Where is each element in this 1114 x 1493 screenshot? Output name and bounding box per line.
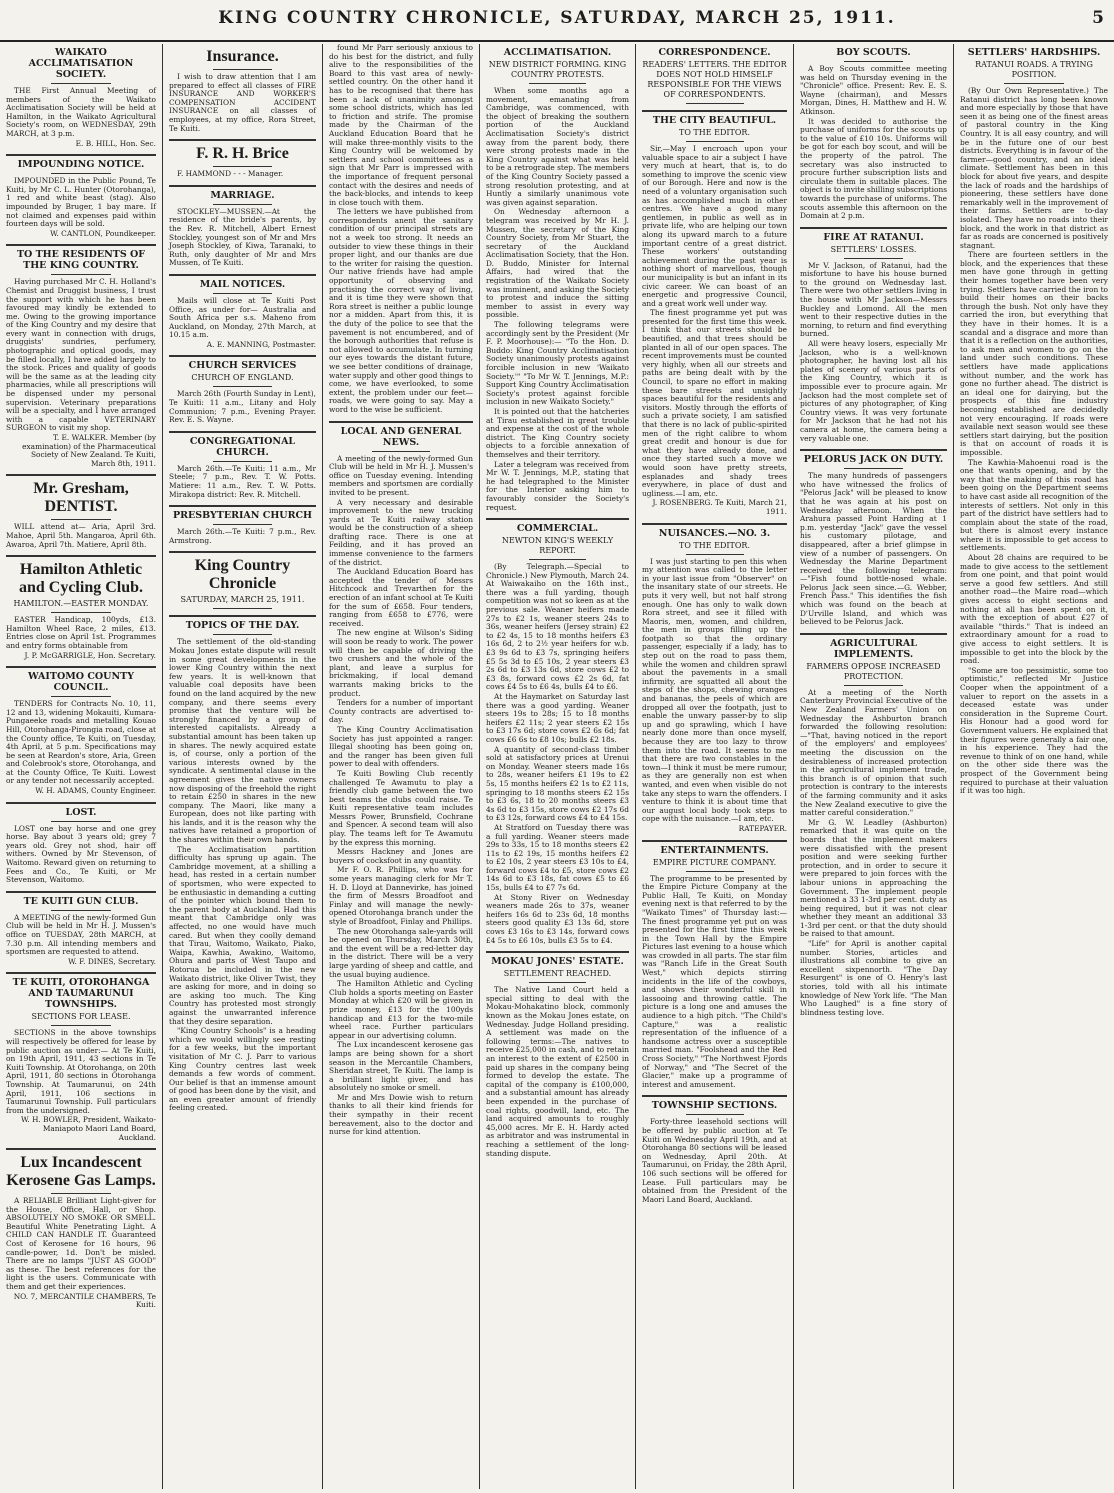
heading-rule xyxy=(51,83,111,84)
paragraph: TENDERS for Contracts No. 10, 11, 12 and 13, widening Mokauiti, Kumara-Pungaeeke roads and metalling Kouao Hill, Otorohanga-Pirongia road, close at the County office, Te Kuiti, on Tuesday, 4th April, at 5 p.m. Specifications may be seen at Reardon's store, Aria, Green and Colebrook's store, Otorohanga, and at the County Office, Te Kuiti. Lowest or any tender not necessarily accepted. xyxy=(6,699,156,786)
masthead-title: KING COUNTRY CHRONICLE, SATURDAY, MARCH 25, 1911. xyxy=(218,8,896,28)
heading-rule xyxy=(844,468,903,469)
article xyxy=(169,274,316,350)
article-body xyxy=(486,563,629,945)
paragraph: Messrs Hackney and Jones are buyers of cocksfoot in any quantity. xyxy=(329,847,473,865)
article-body xyxy=(329,455,473,1137)
paragraph: I wish to draw attention that I am prepared to effect all classes of FIRE INSURANCE AND WORKER'S COMPENSATION ACCIDENT INSURANCE on all classes of employees, at my office, Rora Street, Te Kuiti. xyxy=(169,72,316,133)
column-7 xyxy=(954,44,1114,1489)
article-heading: TE KUITI GUN CLUB. xyxy=(23,895,139,907)
signature: J. P. McGARRIGLE, Hon. Secretary. xyxy=(24,650,156,660)
article-body xyxy=(6,523,156,549)
paragraph: The Auckland Education Board has accepted the tender of Messrs Hitchcock and Trevarthen for the erection of an infant school at Te Kuiti for the sum of £658. Four tenders, ranging from £658 to £776, were received. xyxy=(329,567,473,628)
display-headline: F. R. H. Brice xyxy=(196,145,289,163)
heading-rule xyxy=(51,910,111,911)
article-body xyxy=(6,177,156,229)
column-rule xyxy=(486,951,629,953)
paragraph: Te Kuiti Bowling Club recently challenged Te Awamutu to play a friendly club game between the two best teams the clubs could raise. Te Kuiti representative team includes Messrs Power, Brunsfield, Cochrane and Spencer. A second team will also play. The teams left for Te Awamutu by the express this morning. xyxy=(329,768,473,847)
paragraph: On Wednesday afternoon a telegram was received by Mr H. J. Mussen, the secretary of the King Country Society, from Mr Stuart, the secretary of the Auckland Acclimatisation Society, that the Hon. D. Buddo, Minister for Internal Affairs, had wired that the registration of the Waikato Society was imminent, and asking the Society to protest and induce the sitting member to assist in every way possible. xyxy=(486,207,629,320)
article xyxy=(960,47,1108,796)
article-body xyxy=(6,825,156,885)
heading-rule xyxy=(213,634,272,635)
heading-rule xyxy=(1004,83,1063,84)
paragraph: Mr and Mrs Dowie wish to return thanks to all their kind friends for their sympathy in their recent bereavement, also to the doctor and nurse for kind attention. xyxy=(329,1092,473,1137)
paragraph: The letters we have published from correspondents anent the sanitary condition of our principal streets are not a week too strong. It needs an outsider to view these things in their proper light, and our thanks are due to the writer for raising the question. Our native friends have had ample opportunity of observing and practising the correct way of living, and it is time they were shown that Rora street is neither a public lounge nor a midden. Apart from this, it is the duty of the police to see that the pavement is not encumbered, and of the borough authorities that refuse is not allowed to accumulate. In turning our eyes towards the distant future, we see better conditions of drainage, water supply and other good things to come, we have everlooked, to some extent, the problem under our feet—roads, we were going to say. May a word to the wise be sufficient. xyxy=(329,207,473,414)
article-heading: TO THE RESIDENTS OF THE KING COUNTRY. xyxy=(16,249,146,272)
article-heading: PRESBYTERIAN CHURCH xyxy=(172,510,313,522)
article-heading: SETTLERS' HARDSHIPS. xyxy=(967,47,1101,58)
heading-rule xyxy=(51,173,111,174)
article xyxy=(169,615,316,1113)
article-subheading: SETTLERS' LOSSES. xyxy=(830,244,917,254)
paragraph: Sir,—May I encroach upon your valuable space to air a subject I have very much at heart, that is, to do something to improve the scenic view of our Borough. Here and now is the need of a voluntary organisation such as has accomplished much in other centres. We have a good many gentlemen, in public as well as in private life, who are helping our town along its upward march to a future important centre of a great district. These workers' outstanding achievement during the past year is nothing short of marvellous, though our municipality is but an infant in its civic career. We can boast of an energetic and progressive Council, and a great work well under way. xyxy=(642,144,787,308)
article-heading: TE KUITI, OTOROHANGA AND TAUMARUNUI TOWNSHIPS. xyxy=(12,977,150,1011)
paragraph: March 26th (Fourth Sunday in Lent), Te Kuiti: 11 a.m., Litany and Holy Communion; 7 p.m., Evening Prayer. Rev. E. S. Wayne. xyxy=(169,389,316,425)
article xyxy=(169,355,316,424)
column-rule xyxy=(800,449,947,451)
heading-rule xyxy=(372,451,430,452)
paragraph: At the Haymarket on Saturday last there was a good yarding. Weaner steers 19s to 28s; 15 to 18 months heifers £2 11s; 2 year steers £2 15s to £3 17s 6d; store cows £2 6s 6d; fat cows £6 6s to £8 10s; bulls £2 18s. xyxy=(486,692,629,744)
paragraph: It is pointed out that the hatcheries at Tirau established in great trouble and expense at the cost of the whole district. The King Country society objects to a forcible annexation of themselves and their territory. xyxy=(486,406,629,459)
paragraph: All were heavy losers, especially Mr Jackson, who is a well-known photographer, he having lost all his plates of scenery of various parts of the King Country, which it is impossible ever to procure again. Mr Jackson had the most complete set of pictures of any photographer, of King Country views. It was very fortunate for Mr Jackson that he had not his camera at home, the camera being a very valuable one. xyxy=(800,339,947,443)
article-body xyxy=(6,278,156,433)
article-heading: CHURCH SERVICES xyxy=(188,360,297,372)
column-rule xyxy=(329,421,473,423)
paragraph: A meeting of the newly-formed Gun Club will be held in Mr H. J. Mussen's office on Tuesday evening. Intending members and sportsmen are cordially invited to be present. xyxy=(329,453,473,497)
column-6 xyxy=(794,44,954,1489)
article xyxy=(800,449,947,627)
column-rule xyxy=(800,227,947,229)
paragraph: The Acclimatisation partition difficulty has sprung up again. The Cambridge movement, at a shilling a head, has rested in a certain number of sportsmen, who were expected to be enthusiastic in demanding a cutting of the pointer which bound them to the parent body at Auckland. Had this meant that Cambridge only was affected, no one would have much cared. But when they coolly demand that Tirau, Waitomo, Waikato, Piako, Waipa, Kawhia, Awakino, Waitomo, Ohura and parts of West Taupo and Rotorua be included in the new Waikato district, like Oliver Twist, they are asking for more, and in doing so are asking too much. The King Country has protested most strongly against the unwarranted inference that they desire separation. xyxy=(169,844,316,1026)
paragraph: found Mr Parr seriously anxious to do his best for the district, and fully alive to the responsibilities of the Board to this vast area of newly-settled country. On the other hand it has to be recognised that there has been a lack of unanimity amongst some school districts, which has led to friction and strife. The promise made by the Chairman of the Auckland Education Board that he will make three-monthly visits to the King Country will be welcomed by settlers and school committees as a sign that Mr Parr is impressed with the importance of frequent personal contact with the desires and needs of the back-blocks, and intends to keep in close touch with them. xyxy=(329,44,473,207)
heading-rule xyxy=(686,103,744,104)
column-rule xyxy=(6,244,156,246)
display-headline: Mr. Gresham, DENTIST. xyxy=(33,480,129,516)
article xyxy=(642,523,787,834)
article xyxy=(6,244,156,468)
paragraph: The many hundreds of passengers who have witnessed the frolics of "Pelorus Jack" will be pleased to know that he was again at his post on Wednesday afternoon. When the Arahura passed Point Harding at 1 p.m. yesterday "Jack" gave the vessel his customary pilotage, and disappeared, after a brief glimpse in view of a number of passengers. On Wednesday the Marine Department received the following telegram:—"Fish found bottle-nosed whale. Pelorus Jack seen since.—G. Webber, French Pass." This identifies the fish which was found on the beach at D'Urville Island, and which was believed to be Pelorus Jack. xyxy=(800,471,947,627)
article-subheading: HAMILTON.—EASTER MONDAY. xyxy=(13,599,149,609)
article xyxy=(6,1148,156,1310)
column-4 xyxy=(480,44,636,1489)
article xyxy=(329,44,473,415)
article-heading: BOY SCOUTS. xyxy=(836,47,911,58)
paragraph: SECTIONS in the above townships will respectively be offered for lease by public auction as under:— At Te Kuiti, on 19th April, 1911, 43 sections in Te Kuiti Township. At Otorohanga, on 20th April, 1911, 80 sections in Otorohanga Township. At Taumarunui, on 24th April, 1911, 106 sections in Taumarunui Township. Full particulars from the undersigned. xyxy=(6,1028,156,1115)
article-body xyxy=(6,914,156,957)
heading-rule xyxy=(213,608,272,609)
article-body xyxy=(486,986,629,1158)
column-rule xyxy=(642,1095,787,1097)
heading-rule xyxy=(213,204,272,205)
article-subheading: RATANUI ROADS. A TRYING POSITION. xyxy=(975,60,1093,79)
article xyxy=(6,891,156,967)
paragraph: When some months ago a movement, emanating from Cambridge, was commenced, with the object of breaking the southern portion of the Auckland Acclimatisation Society's district away from the parent body, there were strong protests made in the King Country against what was held to be a retrograde step. The members of the King Country Society passed a strong resolution protesting, and at Huntly a similarly unanimous vote was given against separation. xyxy=(486,86,629,207)
paragraph: The new Otorohanga sale-yards will be opened on Thursday, March 30th, and the event will be a red-letter day in the district. There will be a very large yarding of sheep and cattle, and the usual buying audience. xyxy=(329,926,473,979)
article-body xyxy=(960,87,1108,796)
heading-rule xyxy=(51,1025,111,1026)
article xyxy=(642,840,787,1090)
heading-rule xyxy=(213,69,272,70)
heading-rule xyxy=(213,386,272,387)
article-heading: ACCLIMATISATION. xyxy=(503,47,612,58)
heading-rule xyxy=(844,685,903,686)
article xyxy=(169,185,316,268)
article xyxy=(642,47,787,104)
article-heading: THE CITY BEAUTIFUL. xyxy=(652,115,777,126)
heading-rule xyxy=(529,559,586,560)
article-heading: WAITOMO COUNTY COUNCIL. xyxy=(28,671,134,694)
paragraph: Later a telegram was received from Mr W. T. Jennings, M.P., stating that he had telegraphed to the Minister for the Interior asking him to favourably consider the Society's request. xyxy=(486,459,629,512)
article xyxy=(486,47,629,512)
heading-rule xyxy=(686,871,744,872)
article xyxy=(6,972,156,1142)
article-subheading: FARMERS OPPOSE INCREASED PROTECTION. xyxy=(806,661,941,681)
heading-rule xyxy=(51,612,111,613)
article-body xyxy=(169,170,316,179)
article-heading: ENTERTAINMENTS. xyxy=(660,844,769,856)
paragraph: WILL attend at— Aria, April 3rd. Mahoe, April 5th. Mangaroa, April 6th. Awaroa, April 7th. Matiere, April 8th. xyxy=(6,522,156,549)
column-rule xyxy=(6,154,156,156)
article-heading: TOPICS OF THE DAY. xyxy=(185,620,300,632)
column-1 xyxy=(0,44,163,1489)
article xyxy=(169,431,316,499)
heading-rule xyxy=(213,166,272,167)
article xyxy=(169,505,316,545)
paragraph: A very necessary and desirable improvement to the new trucking yards at Te Kuiti railway station would be the construction of a sheep drafting race. There is one at Feilding, and it has proved an immense convenience to the farmers of the district. xyxy=(329,497,473,567)
column-rule xyxy=(6,555,156,557)
article-body xyxy=(800,65,947,221)
column-rule xyxy=(6,891,156,893)
paragraph: There are fourteen settlers in the block, and the experiences that these men have gone through in getting their homes together have been very trying. Settlers have carried the iron to build their homes on their backs through the bush. Not only have they carried the iron, but everything that they have in their homes. It is a scandal and a disgrace and more than that it is a reflection on the authorities, to ask men and women to go on the land under such conditions. These settlers have made applications without number, and the work has gone no further ahead. The district is an ideal one for dairying, but the prospects of this fine industry becoming established are decidedly not very encouraging. If roads were available next season would see these settlers start dairying, but the position is that on account of roads it is impossible. xyxy=(960,250,1108,457)
article-heading: PELORUS JACK ON DUTY. xyxy=(803,454,944,466)
column-rule xyxy=(169,185,316,187)
paragraph: The following telegrams were accordingly sent by the President (Mr F. P. Moorhouse):— "To the Hon. D. Buddo: King Country Acclimatisation Society unanimously protests against forcible inclusion in new 'Waikato Society.'" "To Mr W. T. Jennings, M.P.: Support King Country Acclimatisation Society's protest against forcible inclusion in new Waikato Society." xyxy=(486,320,629,407)
article-heading: CONGREGATIONAL CHURCH. xyxy=(189,435,296,458)
article-subheading: NEWTON KING'S WEEKLY REPORT. xyxy=(501,536,614,556)
article-subheading: SATURDAY, MARCH 25, 1911. xyxy=(180,595,305,605)
paragraph: At Stratford on Tuesday there was a full yarding. Weaner steers made 29s to 33s, 15 to 18 months steers £2 11s to £2 19s, 15 months heifers £2 to £2 10s, 2 year steers £3 10s to £4, forward cows £4 to £5, store cows £2 14s 6d to £3 18s, fat cows £5 to £6 15s, bulls £4 to £7 7s 6d. xyxy=(486,822,629,893)
article-body xyxy=(6,700,156,786)
article-heading: CORRESPONDENCE. xyxy=(658,47,771,58)
paragraph: Mr G. W. Leadley (Ashburton) remarked that it was quite on the boards that the implement makers were dissatisfied with the present position and were seeking further protection, and in order to secure it were prepared to join forces with the labour unions in approaching the Government. The implement people mentioned a 33 1-3rd per cent. duty as being required, but it was not clear whether they meant an additional 33 1-3rd per cent. or that the duty should be raised to that amount. xyxy=(800,817,947,939)
paragraph: "King Country Schools" is a heading which we would willingly see resting for a few weeks, but the important visitation of Mr C. J. Parr to various King Country centres last week demands a few words of comment. Our belief is that an immense amount of good has been done by the visit, and an even greater amount of friendly feeling created. xyxy=(169,1026,316,1113)
article-body xyxy=(169,638,316,1113)
paragraph: A MEETING of the newly-formed Gun Club will be held in Mr H. J. Mussen's office on TUESDAY, 28th MARCH, at 7.30 p.m. All intending members and sportsmen are requested to attend. xyxy=(6,912,156,957)
article-body xyxy=(800,689,947,1018)
article-heading: NUISANCES.—NO. 3. xyxy=(658,527,771,539)
article-heading: LOCAL AND GENERAL NEWS. xyxy=(340,425,462,448)
signature: E. B. HILL, Hon. Sec. xyxy=(75,138,156,148)
article-heading: FIRE AT RATANUI. xyxy=(823,231,924,243)
paragraph: LOST one bay horse and one grey horse. Bay about 3 years old; grey 7 years old. Grey not shod, hair off withers. Owned by Mr Stevenson, of Waitomo. Reward given on returning to Fees and Co., Te Kuiti, or Mr Stevenson, Waitomo. xyxy=(6,823,156,885)
column-rule xyxy=(486,518,629,520)
column-rule xyxy=(642,110,787,112)
paragraph: The new engine at Wilson's Siding will soon be ready to work. The power will then be capable of driving the two crushers and the whole of the plant, and leave a surplus for brickmaking, if local demand warrants making bricks to the product. xyxy=(329,628,473,698)
heading-rule xyxy=(529,982,586,983)
column-rule xyxy=(6,972,156,974)
heading-rule xyxy=(844,258,903,259)
article-subheading: TO THE EDITOR. xyxy=(678,128,750,137)
paragraph: The Hamilton Athletic and Cycling Club holds a sports meeting on Easter Monday at which £20 will be given in prize money, £13 for the 100yds handicap and £13 for the two-mile wheel race. Further particulars appear in our advertising column. xyxy=(329,979,473,1040)
paragraph: EASTER Handicap, 100yds, £13. Hamilton Wheel Race, 2 miles, £13. Entries close on April 1st. Programmes and entry forms obtainable from xyxy=(6,615,156,650)
article xyxy=(642,1095,787,1204)
paragraph: The settlement of the old-standing Mokau Jones estate dispute will result in some great developments in the lower King Country within the next few years. It is well-known that valuable coal deposits have been found on the land acquired by the new company, and there seems every promise that the venture will be strongly financed by a group of interested capitalists. Already a substantial amount has been taken up in shares. The newly acquired estate is, of course, only a portion of the various interests owned by the syndicate. A sentimental clause in the agreement gives the native owners now disposing of the freehold the right to retain £250 in shares in the new company. The Maori, like many a European, does not like parting with his lands, and it is the reason why the natives have retained a proportion of the shares within their own hands. xyxy=(169,637,316,845)
paragraph: Mr V. Jackson, of Ratanui, had the misfortune to have his house burned to the ground on Wednesday last. There were two other settlers living in the house with Mr Jackson—Messrs Buckley and Lomond. All the men went to their respective duties in the morning, to return and find everything burned. xyxy=(800,260,947,339)
paragraph: Tenders for a number of important County contracts are advertised to-day. xyxy=(329,698,473,725)
paragraph: At a meeting of the North Canterbury Provincial Executive of the New Zealand Farmers' Union on Wednesday the Ashburton branch forwarded the following resolution:—"That, having noticed in the report of the employers' and employees' meeting the discussion on the desirableness of increased protection in the agricultural implement trade, this branch is of opinion that such protection is contrary to the interests of the farming community and it asks the New Zealand executive to give the matter careful consideration." xyxy=(800,687,947,818)
paragraph: The Lux incandescent kerosene gas lamps are being shown for a short season in the Mercantile Chambers, Sheridan street, Te Kuiti. The lamp is a brilliant light giver, and has absolutely no smoke or smell. xyxy=(329,1040,473,1093)
display-headline: Insurance. xyxy=(206,48,279,65)
signature: W. CANTLON, Poundkeeper. xyxy=(50,228,156,238)
page-number: 5 xyxy=(1092,8,1104,28)
paragraph: THE First Annual Meeting of members of the Waikato Acclimatisation Society will be held at Hamilton, in the Waikato Agricultural Society's room, on WEDNESDAY, 29th MARCH, at 3 p.m. xyxy=(6,86,156,138)
paragraph: Mails will close at Te Kuiti Post Office, as under for— Australia and South Africa per s.s. Maheno from Auckland, on Monday, 27th March, at 10.15 a.m. xyxy=(169,295,316,340)
paragraph: At Stony River on Wednesday weaners made 26s to 37s, weaner heifers 16s 6d to 23s 6d, 18 months steers good quality £3 13s 6d, store cows £3 16s to £3 14s, forward cows £4 5s to £6 10s, bulls £3 5s to £4. xyxy=(486,892,629,945)
heading-rule xyxy=(844,61,903,62)
display-headline: Lux Incandescent Kerosene Gas Lamps. xyxy=(6,1154,156,1190)
column-rule xyxy=(169,139,316,141)
article-subheading: NEW DISTRICT FORMING. KING COUNTRY PROTESTS. xyxy=(488,60,627,79)
article-body xyxy=(169,390,316,424)
article-heading: MOKAU JONES' ESTATE. xyxy=(491,956,624,968)
column-2 xyxy=(163,44,323,1489)
heading-rule xyxy=(213,461,272,462)
article xyxy=(6,555,156,660)
signature: J. ROSENBERG. Te Kuiti, March 21, 1911. xyxy=(652,498,787,516)
article xyxy=(642,110,787,517)
article-body xyxy=(329,44,473,415)
paragraph: The finest programme yet put was presented for the first time this week. I think that our streets should be beautified, and that trees should be planted in all of our open spaces. The recent improvements must be counted very highly, when all our streets and paths are being dealt with by the Council, to spare no effort in making these bare streets and unsightly spaces beautiful for the residents and visitors. Mostly through the efforts of such a private society, I am satisfied that there is no lack of public-spirited men of the right calibre to whom great credit and honour is due for what they have already done, and once they started such a move we would soon have pretty streets, esplanades and shady trees everywhere, in place of dust and ugliness.—I am, etc. xyxy=(642,308,787,498)
column-rule xyxy=(169,355,316,357)
article-heading: TOWNSHIP SECTIONS. xyxy=(651,1100,778,1112)
article xyxy=(800,47,947,221)
paragraph: The Native Land Court held a special sitting to deal with the Mokau-Mohakatino block, commonly known as the Mokau Jones estate, on Wednesday. Judge Holland presiding. A settlement was made on the following terms:—The natives to receive £25,000 in cash, and to retain an interest to the extent of £2500 in paid up shares in the company being formed to develop the estate. The capital of the company is £100,000, and a substantial amount has already been expended in the purchase of coal rights, goodwill, land, etc. The land acquired amounts to roughly 45,000 acres. Mr E. H. Hardy acted as arbitrator and was instrumental in reaching a settlement of the long-standing dispute. xyxy=(486,985,629,1158)
article xyxy=(169,139,316,179)
column-3 xyxy=(323,44,480,1489)
paragraph: A RELIABLE Brilliant Light-giver for the House, Office, Hall, or Shop. ABSOLUTELY NO SMOKE OR SMELL. Beautiful White Penetrating Light. A CHILD CAN HANDLE IT. Guaranteed Cost of Kerosene for 16 hours, 96 candle-power, 1d. Don't be misled. There are no lamps "JUST AS GOOD" as these. The best references for the light is the users. Communicate with them and get their experiences. xyxy=(6,1196,156,1292)
article-body xyxy=(642,875,787,1090)
heading-rule xyxy=(51,821,111,822)
heading-rule xyxy=(51,274,111,275)
article-subheading: SECTIONS FOR LEASE. xyxy=(31,1012,131,1022)
column-rule xyxy=(6,802,156,804)
article-body xyxy=(169,208,316,268)
heading-rule xyxy=(529,83,586,84)
article xyxy=(6,802,156,885)
paragraph: I was just starting to pen this when my attention was called to the letter in your last issue from "Observer" on the insanitary state of our streets. He puts it very well, but not half strong enough. One has only to walk down Rora street, and see it filled with Maoris, men, women, and children, the men in groups filling up the footpath so that the ordinary passenger, especially if a lady, has to step out on the road to pass them, while the women and children sprawl about the pavements in a small infirmity, are squatted all about the steps of the shops, chewing oranges and bananas, the peels of which are dropped all over the footpath, just to enable the unwary passer-by to slip up and go sprawling, which I have nearly done more than once myself, because they are too lazy to throw them into the road. It seems to me that there are two constables in the town—I think it must be mere rumour, as they are generally non est when wanted, and even when visible do not take any steps to warn the offenders. I venture to think it is about time that our august local body took steps to cope with the nuisance.—I am, etc. xyxy=(642,556,787,824)
paragraph: "Life" for April is another capital number. Stories, articles and illustrations all combine to give an excellent sixpennorth. "The Day Resurgent" is one of O. Henry's last stories, told with all his intimate knowledge of New York life. "The Man Who Laughed" is a fine story of blindness testing love. xyxy=(800,939,947,1017)
paragraph: The King Country Acclimatisation Society has just appointed a ranger. Illegal shooting has been going on, and the ranger has been given full power to deal with offenders. xyxy=(329,724,473,769)
display-headline: Hamilton Athletic and Cycling Club. xyxy=(18,561,144,597)
paragraph: The Kawhia-Mahoenui road is the one that wants opening, and by the way that the making of this road has been going on the Department seems to have cast aside all recognition of the interests of settlers. Not only in this part of the district have settlers had to complain about the state of the road, but there is almost every instance where it is impossible to get access to settlements. xyxy=(960,457,1108,553)
heading-rule xyxy=(213,293,272,294)
column-rule xyxy=(6,1148,156,1150)
heading-rule xyxy=(686,1114,744,1115)
article-body xyxy=(6,616,156,650)
heading-rule xyxy=(686,554,744,555)
column-5 xyxy=(636,44,794,1489)
article-subheading: EMPIRE PICTURE COMPANY. xyxy=(652,857,777,867)
article xyxy=(800,633,947,1018)
article-heading: COMMERCIAL. xyxy=(516,523,599,535)
article-body xyxy=(800,472,947,627)
signature: NO. 7, MERCANTILE CHAMBERS, Te Kuiti. xyxy=(13,1291,156,1310)
paragraph: Having purchased Mr C. H. Holland's Chemist and Druggist business, I trust the support with which he has been favoured may kindly be extended to me. Owing to the growing importance of the King Country and my desire that every want in connection with drugs, druggists' sundries, perfumery, photographic and optical goods, may be filled locally, I have added largely to the stock. Prices and quality of goods will be the same as at the leading city pharmacies, while all prescriptions will be dispensed under my personal supervision. Veterinary preparations will be a specialty, and I have arranged with a capable VETERINARY SURGEON to visit my shop. xyxy=(6,277,156,433)
article xyxy=(169,48,316,133)
article xyxy=(6,154,156,238)
column-rule xyxy=(6,474,156,476)
signature: RATEPAYER. xyxy=(738,823,787,833)
paragraph: (By Our Own Representative.) The Ratanui district has long been known and more especially by those that have seen it as being one of the finest areas of pastoral country in the King Country. It is all easy country, and will be in the future one of our best districts. Everything is in favour of the farmer—good country, and an ideal climate. Settlement has been in this block for about five years, and despite the lack of roads and the hardships of pioneering, these settlers have done remarkably well in the improvement of their farms. Settlers are to-day isolated. They have no roads into their block, and the work in that district as far as roads are concerned is positively stagnant. xyxy=(960,86,1108,250)
article-subheading: CHURCH OF ENGLAND. xyxy=(191,373,294,383)
article xyxy=(6,666,156,796)
paragraph: "Some are too pessimistic, some too optimistic," reflected Mr Justice Cooper when the appointment of a valuer to report on the assets in a deceased estate was under consideration in the Supreme Court. His Honour had a good word for Government valuers. He explained that their figures were generally a fair one, in his experience. They had the revenue to think of on one hand, while on the other side there was the prospect of the Government being required to purchase at their valuation if it was too high. xyxy=(960,665,1108,796)
article-subheading: READERS' LETTERS. THE EDITOR DOES NOT HOLD HIMSELF RESPONSIBLE FOR THE VIEWS OF CORRESPONDENTS. xyxy=(642,60,787,99)
article-body xyxy=(169,73,316,133)
heading-rule xyxy=(51,696,111,697)
heading-rule xyxy=(686,141,744,142)
article xyxy=(169,551,316,609)
column-rule xyxy=(800,633,947,635)
column-rule xyxy=(169,431,316,433)
article-heading: AGRICULTURAL IMPLEMENTS. xyxy=(830,637,917,660)
column-rule xyxy=(169,505,316,507)
paragraph: March 26th.—Te Kuiti: 7 p.m., Rev. Armstrong. xyxy=(169,527,316,545)
column-rule xyxy=(169,551,316,553)
column-rule xyxy=(6,666,156,668)
article-body xyxy=(800,262,947,443)
paragraph: A Boy Scouts committee meeting was held on Thursday evening in the "Chronicle" office. Present: Rev. E. S. Wayne (chairman), and Messrs Morgan, Dines, H. Matthew and H. W. Atkinson. xyxy=(800,64,947,116)
article-body xyxy=(486,87,629,512)
display-headline: King Country Chronicle xyxy=(194,557,291,593)
article xyxy=(486,951,629,1158)
paragraph: Forty-three leasehold sections will be offered by public auction at Te Kuiti on Wednesday April 19th, and at Otorohanga 80 sections will be leased on Wednesday, April 20th. At Taumarunui, on Friday, the 28th April, 106 such sections will be offered for Lease. Full particulars may be obtained from the President of the Maori Land Board, Auckland. xyxy=(642,1117,787,1204)
article xyxy=(800,227,947,443)
column-rule xyxy=(642,840,787,842)
article-heading: LOST. xyxy=(65,806,97,818)
paragraph: March 26th.—Te Kuiti: 11 a.m., Mr Steele; 7 p.m., Rev. T. W. Potts. Matiere: 11 a.m., Rev. T. W. Potts. Mirakopa district: Rev. R. Mitchell. xyxy=(169,463,316,499)
paragraph: F. HAMMOND - - - Manager. xyxy=(177,169,284,179)
signature: W. F. DINES, Secretary. xyxy=(68,956,156,966)
article-heading: MAIL NOTICES. xyxy=(199,278,286,290)
heading-rule xyxy=(51,519,111,520)
signature: T. E. WALKER. Member (by examination) of the Pharmaceutical Society of New Zealand. Te Kuiti, March 8th, 1911. xyxy=(22,433,156,468)
column-rule xyxy=(642,523,787,525)
signature: W. H. ADAMS, County Engineer. xyxy=(35,786,156,796)
article xyxy=(6,474,156,549)
signature: A. E. MANNING, Postmaster. xyxy=(206,339,316,349)
article-body xyxy=(642,558,787,824)
paragraph: (By Telegraph.—Special to Chronicle.) New Plymouth, March 24. At Waiwakaiho on the 16th inst., there was a full yarding, though competition was not so keen as at the previous sale. Weaner heifers made 27s to £2 1s, weaner steers 24s to 36s, weaner heifers (Jersey strain) £2 to £2 4s, 15 to 18 months heifers £3 16s 6d, 2 to 2½ year heifers for w.b. £3 9s 6d to £3 7s, springing heifers £5 5s 3d to £5 10s, 2 year steers £3 2s 6d to £3 13s 6d, store cows £2 to £3 8s, forward cows £2 2s 6d, fat cows £4 5s to £6 4s, bulls £4 to £6. xyxy=(486,562,629,692)
article-body xyxy=(642,145,787,498)
article-body xyxy=(169,465,316,499)
masthead xyxy=(0,0,1114,42)
article-body xyxy=(169,297,316,340)
paragraph: A quantity of second-class timber sold at satisfactory prices at Urenui on Monday. Weaner steers made 16s to 28s, weaner heifers £1 19s to £2 5s, 15 months heifers £2 1s to £2 11s, springing to 18 months steers £2 15s to £3 6s, 18 to 20 months steers £3 4s 6d to £3 15s, store cows £2 17s 6d to £3 12s, forward cows £4 to £4 15s. xyxy=(486,744,629,823)
article-body xyxy=(6,1029,156,1115)
article-heading: IMPOUNDING NOTICE. xyxy=(17,159,145,171)
article xyxy=(329,421,473,1137)
article-body xyxy=(6,1197,156,1292)
article-subheading: SETTLEMENT REACHED. xyxy=(503,969,612,979)
article xyxy=(486,518,629,945)
article-body xyxy=(6,87,156,139)
article xyxy=(6,47,156,148)
column-rule xyxy=(169,274,316,276)
paragraph: It was decided to authorise the purchase of uniforms for the scouts up to the value of £10 10s. Uniforms will be got for each boy scout, and will be the property of the patrol. The secretary was also instructed to procure further subscription lists and circulate them in suitable places. The object is to invite shilling subscriptions towards the purchase of uniforms. The scouts assemble this afternoon on the Domain at 2 p.m. xyxy=(800,116,947,221)
article-body xyxy=(169,528,316,545)
article-heading: MARRIAGE. xyxy=(210,189,275,201)
paragraph: The programme to be presented by the Empire Picture Company at the Public Hall, Te Kuiti, on Monday evening next is that referred to by the "Waikato Times" of Thursday last:—The finest programme yet put on was presented for the first time this week in the Town Hall by the Empire Pictures last evening to a house which was crowded in all parts. The star film was "Ranch Life in the Great South West," which depicts stirring incidents in the life of the cowboys, and shows their wonderful skill in lassooing and throwing cattle. The picture is a long one and amuses the audience to a high pitch. "The Child's Capture," was a realistic representation of the influence of a handsome actress over a susceptible married man. "Foolshead and the Red Cross Society," "The Northwest Fjords of Norway," and "The Secret of the Glacier," make up a programme of interest and amusement. xyxy=(642,873,787,1089)
paragraph: STOCKLEY—MUSSEN.—At the residence of the bride's parents, by the Rev. R. Mitchell, Albert Ernest Stockley, youngest son of Mr and Mrs Joseph Stockley, of Kiwa, Taranaki, to Ruth, only daughter of Mr and Mrs Mussen, of Te Kuiti. xyxy=(169,206,316,268)
paragraph: IMPOUNDED in the Public Pound, Te Kuiti, by Mr C. L. Hunter (Otorohanga), 1 red and white beast (stag). Also impounded by Bruger, 1 bay mare. If not claimed and expenses paid within fourteen days will be sold. xyxy=(6,176,156,229)
heading-rule xyxy=(51,1193,111,1194)
signature: W. H. BOWLER, President, Waikato-Maniapoto Maori Land Board, Auckland. xyxy=(20,1115,156,1142)
article-body xyxy=(642,1118,787,1204)
article-heading: WAIKATO ACCLIMATISATION SOCIETY. xyxy=(28,47,134,80)
paragraph: About 28 chains are required to be made to give access to the settlement from one point, and that point would serve a good few settlers. And still another road—the Maire road—which gives access to eight sections and nothing at all has been spent on it, with the exception of about £27 of available "thirds." That is indeed an extraordinary amount for a road to give access to eight settlers. It is impossible to get into the block by the road. xyxy=(960,553,1108,666)
article-subheading: TO THE EDITOR. xyxy=(678,540,750,550)
paragraph: Mr F. O. R. Phillips, who was for some years managing clerk for Mr T. H. D. Lloyd at Dannevirke, has joined the firm of Messrs Broadfoot and Finlay and will manage the newly-opened Otorohanga branch under the style of Broadfoot, Finlay and Phillips. xyxy=(329,865,473,926)
heading-rule xyxy=(213,524,272,525)
column-rule xyxy=(169,615,316,617)
